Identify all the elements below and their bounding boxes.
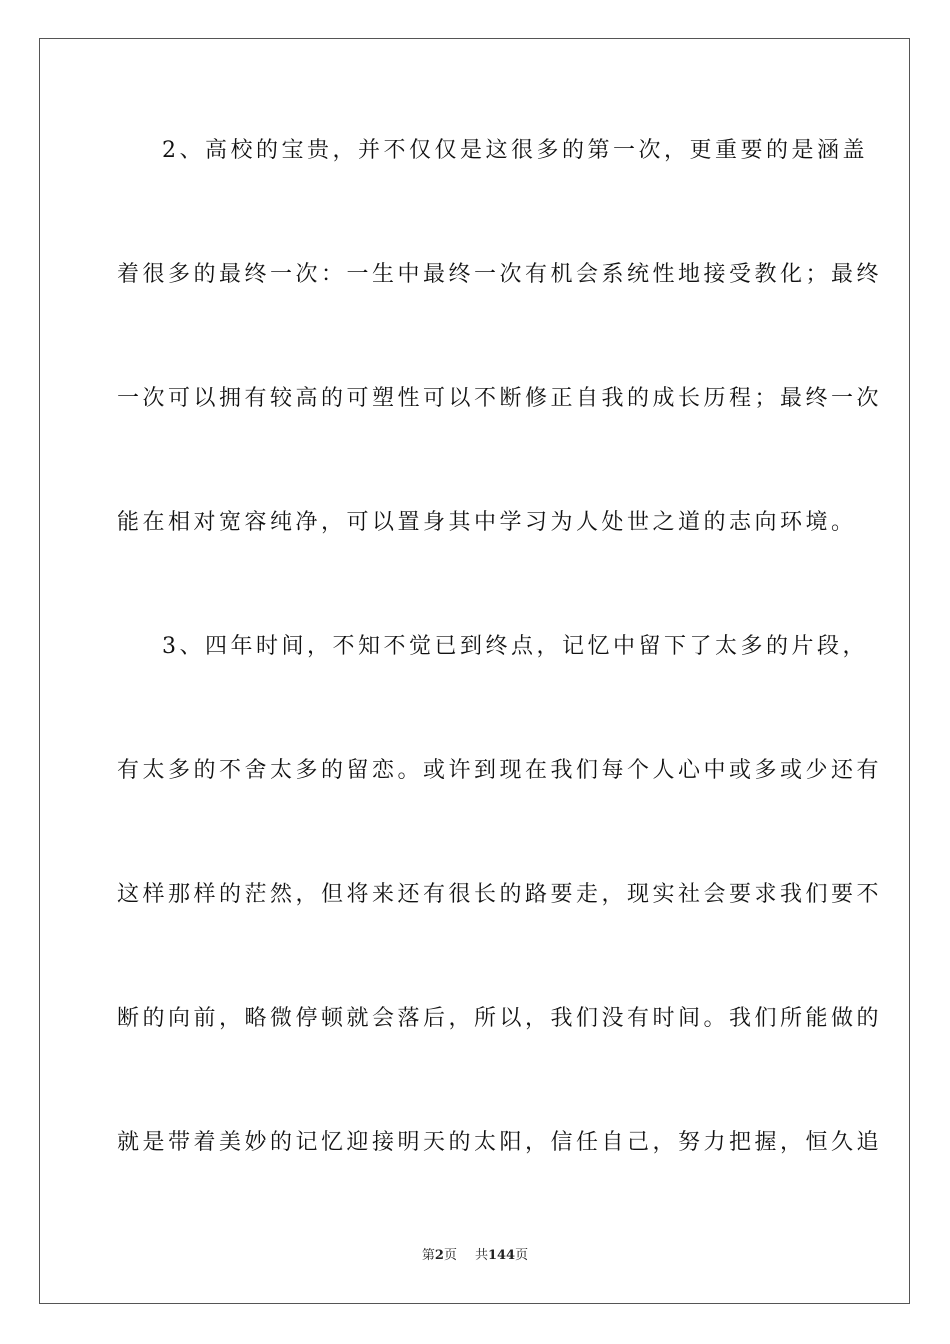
paragraph-2-line-1: 2、高校的宝贵，并不仅仅是这很多的第一次，更重要的是涵盖 [162, 138, 868, 163]
paragraph-3-line-3: 这样那样的茫然，但将来还有很长的路要走，现实社会要求我们要不 [117, 882, 883, 907]
total-label-suffix: 页 [515, 1248, 529, 1263]
paragraph-3-line-4: 断的向前，略微停顿就会落后，所以，我们没有时间。我们所能做的 [117, 1006, 883, 1031]
paragraph-3-line-2: 有太多的不舍太多的留恋。或许到现在我们每个人心中或多或少还有 [117, 758, 883, 783]
page-footer [0, 1247, 950, 1265]
page-number: 2 [434, 1248, 444, 1263]
page-border [39, 38, 910, 1304]
total-pages: 144 [487, 1248, 516, 1263]
page-label-prefix: 第 [421, 1248, 435, 1263]
paragraph-3-line-5: 就是带着美妙的记忆迎接明天的太阳，信任自己，努力把握，恒久追 [117, 1130, 883, 1155]
paragraph-2-line-4: 能在相对宽容纯净，可以置身其中学习为人处世之道的志向环境。 [117, 510, 857, 535]
page-label-suffix: 页 [443, 1248, 457, 1263]
paragraph-3-line-1: 3、四年时间，不知不觉已到终点，记忆中留下了太多的片段， [162, 634, 868, 659]
total-label-prefix: 共 [474, 1248, 488, 1263]
paragraph-2-line-2: 着很多的最终一次：一生中最终一次有机会系统性地接受教化；最终 [117, 262, 883, 287]
paragraph-2-line-3: 一次可以拥有较高的可塑性可以不断修正自我的成长历程；最终一次 [117, 386, 883, 411]
